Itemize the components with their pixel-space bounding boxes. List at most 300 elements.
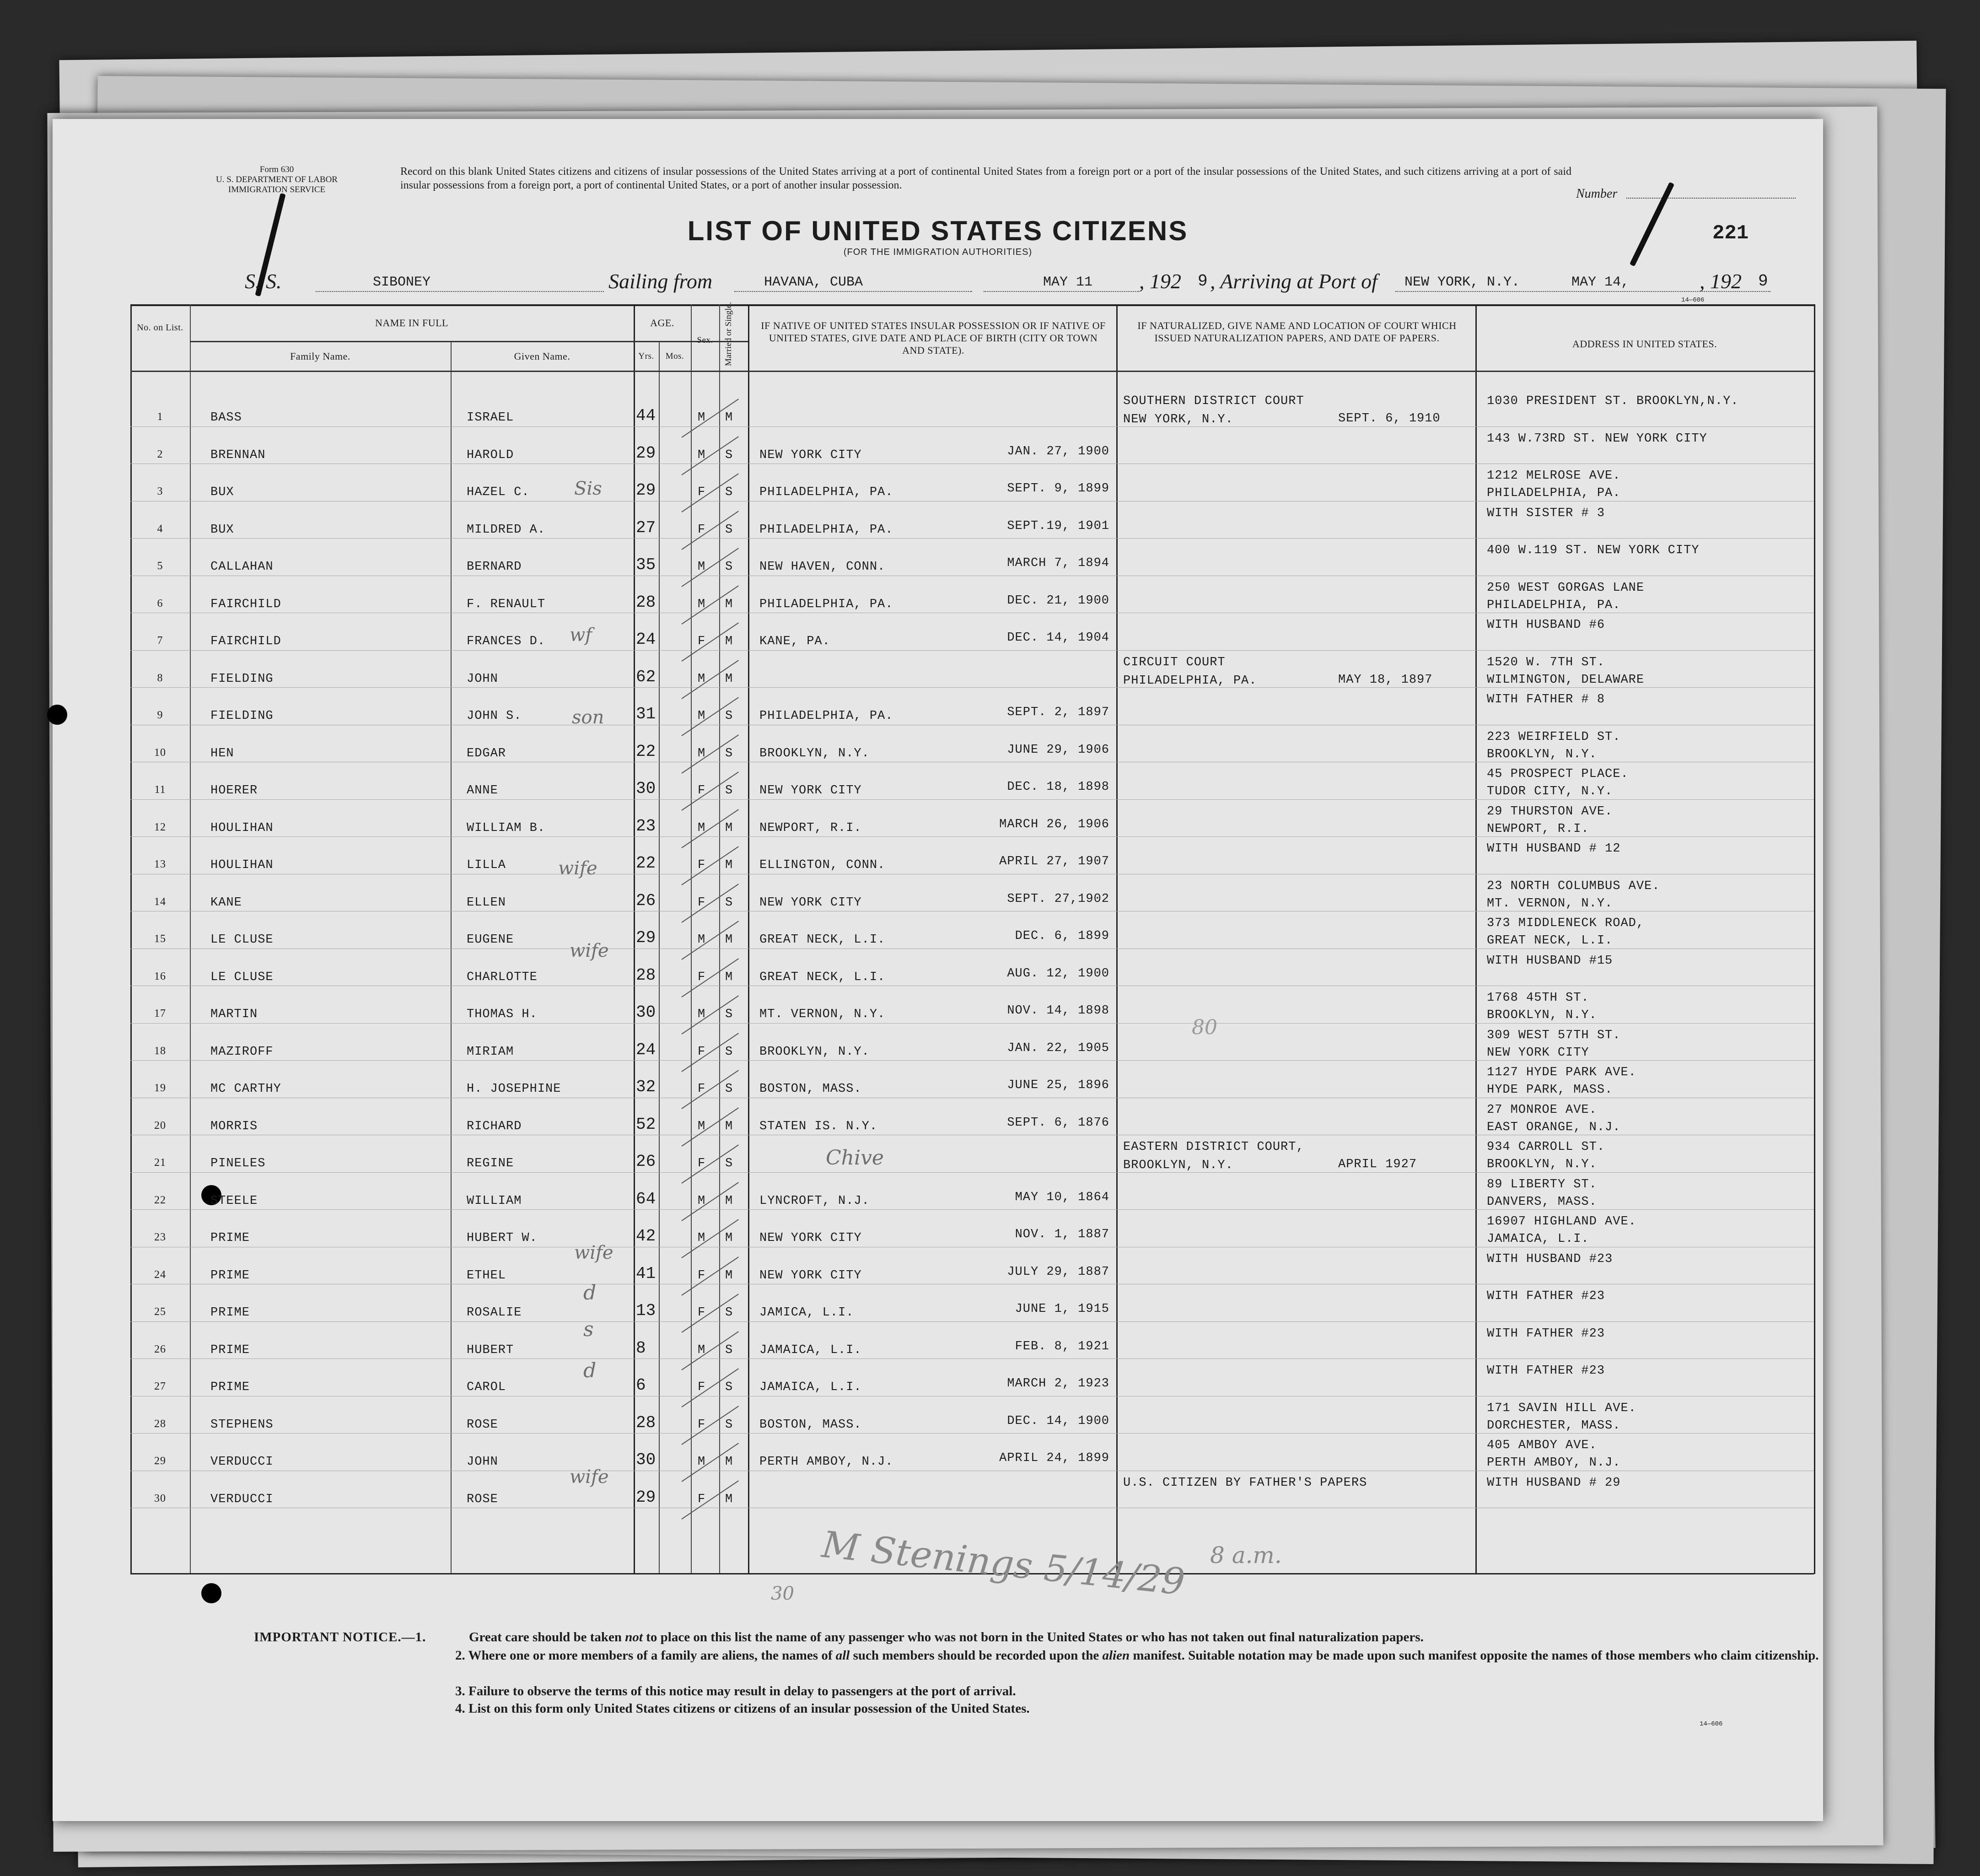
header-mos: Mos. xyxy=(665,351,684,361)
row-rule xyxy=(130,426,1814,427)
depart-date: MAY 11 xyxy=(1043,275,1093,290)
marital-status: M xyxy=(725,821,733,835)
sex: M xyxy=(698,597,706,611)
row-rule xyxy=(130,1321,1814,1322)
family-name: STEPHENS xyxy=(210,1418,274,1432)
given-name: ROSE xyxy=(467,1492,498,1506)
age-years: 29 xyxy=(636,1488,656,1507)
col-divider xyxy=(1475,304,1477,1574)
birth-date: DEC. 14, 1904 xyxy=(1007,631,1109,645)
address-line-2: WILMINGTON, DELAWARE xyxy=(1487,673,1645,687)
voyage-line xyxy=(53,269,1823,292)
row-rule xyxy=(130,650,1814,651)
naturalization-date: SEPT. 6, 1910 xyxy=(1338,412,1441,426)
marital-status: S xyxy=(725,560,733,574)
page-number: 221 xyxy=(1712,222,1749,245)
marital-status: S xyxy=(725,746,733,760)
birth-date: APRIL 24, 1899 xyxy=(999,1451,1109,1465)
sex: F xyxy=(698,1380,706,1394)
address-line-1: WITH FATHER #23 xyxy=(1487,1364,1605,1378)
family-name: FAIRCHILD xyxy=(210,597,281,611)
row-number: 3 xyxy=(157,485,163,497)
row-number: 26 xyxy=(154,1343,166,1355)
manifest-page xyxy=(53,119,1823,1821)
number-label: Number xyxy=(1576,187,1618,201)
birth-date: NOV. 1, 1887 xyxy=(1015,1228,1109,1241)
address-line-1: 1127 HYDE PARK AVE. xyxy=(1487,1066,1636,1079)
birth-date: DEC. 21, 1900 xyxy=(1007,593,1109,608)
age-years: 35 xyxy=(636,555,656,574)
marital-status: M xyxy=(725,858,733,872)
age-years: 26 xyxy=(636,1152,656,1171)
family-name: HOULIHAN xyxy=(210,821,274,835)
address-line-1: 250 WEST GORGAS LANE xyxy=(1487,581,1645,595)
birth-place: NEWPORT, R.I. xyxy=(759,821,862,835)
notice-item-2 xyxy=(455,1647,1828,1664)
given-name: MIRIAM xyxy=(467,1045,514,1059)
given-name: HAZEL C. xyxy=(467,485,530,499)
naturalization-date: APRIL 1927 xyxy=(1338,1158,1417,1171)
address-line-1: 1768 45TH ST. xyxy=(1487,991,1589,1005)
age-years: 62 xyxy=(636,667,656,686)
service-name: IMMIGRATION SERVICE xyxy=(228,185,326,194)
sex: F xyxy=(698,485,706,499)
marital-status: S xyxy=(725,895,733,910)
marital-status: S xyxy=(725,1306,733,1320)
family-name: MORRIS xyxy=(210,1119,258,1133)
row-rule xyxy=(130,1433,1814,1434)
family-name: PRIME xyxy=(210,1343,250,1357)
marital-status: S xyxy=(725,448,733,462)
naturalization-date: MAY 18, 1897 xyxy=(1338,673,1433,687)
family-name: MAZIROFF xyxy=(210,1045,274,1059)
given-name: ELLEN xyxy=(467,895,506,910)
age-years: 6 xyxy=(636,1376,646,1395)
age-years: 24 xyxy=(636,1040,656,1059)
relation-note: wife xyxy=(574,1242,613,1263)
birth-place: BROOKLYN, N.Y. xyxy=(759,746,870,760)
birth-date: APRIL 27, 1907 xyxy=(999,855,1109,868)
given-name: JOHN xyxy=(467,672,498,686)
address-line-2: PHILADELPHIA, PA. xyxy=(1487,598,1621,612)
punch-hole xyxy=(201,1583,221,1603)
address-line-1: 223 WEIRFIELD ST. xyxy=(1487,730,1621,744)
address-line-1: WITH HUSBAND #23 xyxy=(1487,1252,1613,1266)
sex: F xyxy=(698,1306,706,1320)
department-name: U. S. DEPARTMENT OF LABOR xyxy=(216,175,338,184)
from-port: HAVANA, CUBA xyxy=(764,275,863,290)
ship-line xyxy=(316,291,604,292)
col-divider xyxy=(1116,304,1118,1574)
form-identifier xyxy=(190,165,364,195)
row-number: 28 xyxy=(154,1418,166,1430)
family-name: MC CARTHY xyxy=(210,1082,281,1096)
age-years: 22 xyxy=(636,742,656,761)
marital-status: M xyxy=(725,1194,733,1208)
notice-text: 2. Where one or more members of a family are aliens, the names of xyxy=(455,1648,836,1663)
marital-status: S xyxy=(725,1418,733,1432)
given-name: MILDRED A. xyxy=(467,523,546,537)
birth-date: SEPT. 6, 1876 xyxy=(1007,1116,1109,1130)
marital-status: S xyxy=(725,485,733,499)
page-subtitle: (FOR THE IMMIGRATION AUTHORITIES) xyxy=(843,247,1033,257)
address-line-1: 1520 W. 7TH ST. xyxy=(1487,655,1605,669)
age-years: 28 xyxy=(636,593,656,612)
row-number: 17 xyxy=(154,1008,166,1019)
relation-note: d xyxy=(583,1359,597,1382)
family-name: LE CLUSE xyxy=(210,970,274,984)
naturalization-location: NEW YORK, N.Y. xyxy=(1123,413,1233,426)
marital-status: M xyxy=(725,970,733,984)
birth-date: JULY 29, 1887 xyxy=(1007,1265,1109,1279)
inspector-signature: M Stenings 5/14/29 xyxy=(820,1523,1187,1604)
birth-date: MARCH 2, 1923 xyxy=(1007,1377,1109,1391)
row-number: 4 xyxy=(157,523,163,535)
relation-note: Sis xyxy=(574,478,602,499)
sex: F xyxy=(698,1492,706,1506)
given-name: CAROL xyxy=(467,1380,506,1394)
col-divider xyxy=(451,341,452,1574)
col-divider xyxy=(719,304,720,1574)
col-divider xyxy=(691,304,692,1574)
given-name: ROSE xyxy=(467,1418,498,1432)
sex: M xyxy=(698,1119,706,1133)
sex: F xyxy=(698,895,706,910)
notice-text: manifest. Suitable notation may be made upon such manifest opposite the names of those members who claim citizenship. xyxy=(1130,1648,1819,1663)
address-line-1: 171 SAVIN HILL AVE. xyxy=(1487,1401,1636,1415)
form-code: 14—606 xyxy=(1700,1720,1723,1728)
sex: M xyxy=(698,448,706,462)
given-name: WILLIAM xyxy=(467,1194,522,1208)
row-number: 9 xyxy=(157,709,163,721)
age-years: 32 xyxy=(636,1078,656,1096)
ss-label: S. S. xyxy=(245,270,282,293)
row-rule xyxy=(130,1023,1814,1024)
family-name: HOERER xyxy=(210,784,258,798)
family-name: BUX xyxy=(210,485,234,499)
arrival-year-digit: 9 xyxy=(1758,272,1768,291)
row-number: 14 xyxy=(154,895,166,908)
birth-place: JAMAICA, L.I. xyxy=(759,1343,862,1357)
age-years: 24 xyxy=(636,630,656,649)
given-name: EUGENE xyxy=(467,933,514,947)
sex: F xyxy=(698,784,706,798)
address-line-1: WITH HUSBAND #6 xyxy=(1487,618,1605,632)
age-years: 29 xyxy=(636,928,656,947)
address-line-2: NEW YORK CITY xyxy=(1487,1046,1589,1060)
birth-place: BOSTON, MASS. xyxy=(759,1418,862,1432)
address-line-2: BROOKLYN, N.Y. xyxy=(1487,747,1597,761)
age-years: 30 xyxy=(636,779,656,798)
sex: F xyxy=(698,523,706,537)
notice-text: Great care should be taken xyxy=(469,1630,625,1644)
address-line-2: NEWPORT, R.I. xyxy=(1487,822,1589,836)
header-bottom xyxy=(130,371,1814,372)
address-line-2: BROOKLYN, N.Y. xyxy=(1487,1008,1597,1022)
birth-place: BOSTON, MASS. xyxy=(759,1082,862,1096)
family-name: VERDUCCI xyxy=(210,1492,274,1506)
given-name: F. RENAULT xyxy=(467,597,546,611)
marital-status: M xyxy=(725,1119,733,1133)
relation-note: wife xyxy=(558,858,597,879)
address-line-2: PHILADELPHIA, PA. xyxy=(1487,486,1621,500)
birth-place: STATEN IS. N.Y. xyxy=(759,1119,878,1133)
depart-year-prefix: , 192 xyxy=(1139,270,1181,293)
marital-status: S xyxy=(725,1380,733,1394)
header-no: No. on List. xyxy=(137,323,183,333)
address-line-1: 23 NORTH COLUMBUS AVE. xyxy=(1487,879,1660,893)
age-years: 8 xyxy=(636,1338,646,1358)
naturalization-location: PHILADELPHIA, PA. xyxy=(1123,674,1257,688)
relation-note: son xyxy=(572,707,604,728)
marital-status: S xyxy=(725,1008,733,1021)
given-name: THOMAS H. xyxy=(467,1008,538,1021)
family-name: PRIME xyxy=(210,1306,250,1320)
birth-date: MAY 10, 1864 xyxy=(1015,1190,1109,1204)
address-line-1: WITH HUSBAND #15 xyxy=(1487,954,1613,968)
sex: F xyxy=(698,858,706,872)
table-top-border xyxy=(130,304,1814,306)
row-rule xyxy=(130,687,1814,688)
family-name: HEN xyxy=(210,746,234,760)
sex: M xyxy=(698,746,706,760)
age-years: 31 xyxy=(636,705,656,723)
given-name: H. JOSEPHINE xyxy=(467,1082,561,1096)
given-name: WILLIAM B. xyxy=(467,821,546,835)
family-name: BASS xyxy=(210,411,242,425)
birth-place: NEW YORK CITY xyxy=(759,1268,862,1283)
sex: M xyxy=(698,1008,706,1021)
address-line-1: 45 PROSPECT PLACE. xyxy=(1487,767,1629,781)
sex: F xyxy=(698,1418,706,1432)
sailing-label: Sailing from xyxy=(608,270,713,293)
address-line-2: TUDOR CITY, N.Y. xyxy=(1487,785,1613,798)
naturalization-court: EASTERN DISTRICT COURT, xyxy=(1123,1140,1304,1154)
given-name: ETHEL xyxy=(467,1268,506,1283)
birth-date: SEPT. 9, 1899 xyxy=(1007,482,1109,496)
header-divider xyxy=(190,341,748,342)
header-sex: Sex. xyxy=(697,335,713,345)
marital-status: S xyxy=(725,784,733,798)
marital-status: M xyxy=(725,1268,733,1283)
age-years: 44 xyxy=(636,406,656,425)
address-line-2: DORCHESTER, MASS. xyxy=(1487,1418,1621,1433)
birth-date: SEPT. 27,1902 xyxy=(1007,892,1109,906)
birth-place: MT. VERNON, N.Y. xyxy=(759,1008,886,1021)
birth-place: ELLINGTON, CONN. xyxy=(759,858,886,872)
given-name: JOHN xyxy=(467,1455,498,1469)
family-name: PRIME xyxy=(210,1231,250,1245)
given-name: HUBERT xyxy=(467,1343,514,1357)
relation-note: wf xyxy=(570,625,592,646)
family-name: KANE xyxy=(210,895,242,910)
address-line-1: WITH HUSBAND # 12 xyxy=(1487,842,1621,856)
given-name: HUBERT W. xyxy=(467,1231,538,1245)
sex: M xyxy=(698,1194,706,1208)
birth-place: PHILADELPHIA, PA. xyxy=(759,523,893,537)
address-line-1: 89 LIBERTY ST. xyxy=(1487,1177,1597,1191)
row-rule xyxy=(130,538,1814,539)
age-years: 30 xyxy=(636,1450,656,1469)
address-line-2: HYDE PARK, MASS. xyxy=(1487,1083,1613,1097)
marital-status: S xyxy=(725,1157,733,1170)
sex: F xyxy=(698,1082,706,1096)
address-line-1: WITH HUSBAND # 29 xyxy=(1487,1476,1621,1490)
col-divider xyxy=(634,304,635,1574)
birth-date: MARCH 26, 1906 xyxy=(999,817,1109,831)
notice-item-3: 3. Failure to observe the terms of this notice may result in delay to passengers at the port of arrival. xyxy=(455,1684,1016,1698)
marital-status: M xyxy=(725,411,733,425)
number-line xyxy=(1626,198,1796,199)
family-name: HOULIHAN xyxy=(210,858,274,872)
given-name: ROSALIE xyxy=(467,1306,522,1320)
address-line-1: 934 CARROLL ST. xyxy=(1487,1140,1605,1154)
given-name: REGINE xyxy=(467,1157,514,1170)
row-number: 29 xyxy=(154,1455,166,1467)
age-years: 27 xyxy=(636,518,656,537)
notice-text: to place on this list the name of any passenger who was not born in the United States or who has not taken out final naturalization papers. xyxy=(642,1630,1424,1644)
relation-note: wife xyxy=(570,940,609,961)
sex: F xyxy=(698,970,706,984)
address-line-2: DANVERS, MASS. xyxy=(1487,1195,1597,1209)
marital-status: S xyxy=(725,523,733,537)
address-line-2: EAST ORANGE, N.J. xyxy=(1487,1120,1621,1134)
inspection-time: 8 a.m. xyxy=(1210,1542,1282,1569)
row-number: 15 xyxy=(154,933,166,945)
notice-emphasis: all xyxy=(835,1648,850,1663)
age-years: 30 xyxy=(636,1003,656,1022)
birth-place: PERTH AMBOY, N.J. xyxy=(759,1455,893,1469)
notice-text: such members should be recorded upon the xyxy=(850,1648,1103,1663)
given-name: BERNARD xyxy=(467,560,522,574)
depart-year-digit: 9 xyxy=(1198,272,1208,291)
family-name: BUX xyxy=(210,523,234,537)
birth-date: AUG. 12, 1900 xyxy=(1007,966,1109,981)
marital-status: S xyxy=(725,709,733,723)
birth-date: SEPT.19, 1901 xyxy=(1007,519,1109,533)
birth-place: KANE, PA. xyxy=(759,635,830,648)
given-name: RICHARD xyxy=(467,1119,522,1133)
age-years: 42 xyxy=(636,1227,656,1245)
arrival-date: MAY 14, xyxy=(1571,275,1630,290)
sex: M xyxy=(698,411,706,425)
naturalization-court: CIRCUIT COURT xyxy=(1123,655,1226,669)
marital-status: M xyxy=(725,635,733,648)
record-instructions: Record on this blank United States citizens and citizens of insular possessions of the United States arriving at a port of continental United States from a foreign port or a port of the insular possessions of the United States, and such citizens arriving at a port of said insular possessions from a foreign port, a port of continental United States, or a port of another insular possession. xyxy=(400,166,1571,191)
birth-place: GREAT NECK, L.I. xyxy=(759,970,886,984)
family-name: CALLAHAN xyxy=(210,560,274,574)
row-number: 10 xyxy=(154,746,166,759)
age-years: 64 xyxy=(636,1189,656,1208)
marital-status: M xyxy=(725,1492,733,1506)
ship-name: SIBONEY xyxy=(373,275,431,290)
given-name: JOHN S. xyxy=(467,709,522,723)
address-line-1: 1212 MELROSE AVE. xyxy=(1487,469,1621,483)
header-given: Given Name. xyxy=(514,350,570,362)
family-name: MARTIN xyxy=(210,1008,258,1021)
sex: F xyxy=(698,1045,706,1059)
from-line xyxy=(734,291,972,292)
row-rule xyxy=(130,1209,1814,1210)
age-years: 28 xyxy=(636,965,656,985)
family-name: LE CLUSE xyxy=(210,933,274,947)
address-line-1: WITH FATHER # 8 xyxy=(1487,693,1605,706)
given-name: CHARLOTTE xyxy=(467,970,538,984)
marital-status: S xyxy=(725,1343,733,1357)
row-rule xyxy=(130,1358,1814,1359)
relation-note: wife xyxy=(570,1466,609,1488)
header-name-group: NAME IN FULL xyxy=(375,317,448,329)
family-name: PRIME xyxy=(210,1268,250,1283)
address-line-2: GREAT NECK, L.I. xyxy=(1487,934,1613,948)
birth-place: JAMAICA, L.I. xyxy=(759,1380,862,1394)
notice-item-1 xyxy=(469,1629,1823,1646)
relation-note: s xyxy=(583,1318,594,1341)
header-married: Married or Single. xyxy=(724,302,733,366)
family-name: STEELE xyxy=(210,1194,258,1208)
row-number: 11 xyxy=(154,784,166,796)
row-number: 19 xyxy=(154,1082,166,1094)
birth-date: JUNE 29, 1906 xyxy=(1007,743,1109,757)
marital-status: M xyxy=(725,1455,733,1469)
sex: M xyxy=(698,1231,706,1245)
birth-place: JAMICA, L.I. xyxy=(759,1306,854,1320)
col-divider xyxy=(748,304,749,1574)
birth-date: JAN. 22, 1905 xyxy=(1007,1041,1109,1055)
sex: F xyxy=(698,1157,706,1170)
notice-emphasis: alien xyxy=(1102,1648,1130,1663)
row-rule xyxy=(130,836,1814,837)
sex: M xyxy=(698,1455,706,1469)
sex: M xyxy=(698,821,706,835)
row-number: 12 xyxy=(154,821,166,833)
birth-place: NEW HAVEN, CONN. xyxy=(759,560,886,574)
row-number: 1 xyxy=(157,411,163,423)
given-name: EDGAR xyxy=(467,746,506,760)
address-line-2: PERTH AMBOY, N.J. xyxy=(1487,1456,1621,1470)
form-code: 14—606 xyxy=(1681,296,1705,304)
age-years: 22 xyxy=(636,854,656,873)
sex: F xyxy=(698,1268,706,1283)
header-birth: IF NATIVE OF UNITED STATES INSULAR POSSESSION OR IF NATIVE OF UNITED STATES, GIVE DATE AND PLACE OF BIRTH (CITY OR TOWN AND STATE). xyxy=(761,320,1106,356)
family-name: BRENNAN xyxy=(210,448,266,462)
header-naturalized: IF NATURALIZED, GIVE NAME AND LOCATION OF COURT WHICH ISSUED NATURALIZATION PAPERS, AND DATE OF PAPERS. xyxy=(1137,320,1457,344)
address-line-1: 373 MIDDLENECK ROAD, xyxy=(1487,916,1645,930)
row-rule xyxy=(130,1172,1814,1173)
age-years: 29 xyxy=(636,481,656,500)
given-name: HAROLD xyxy=(467,448,514,462)
row-number: 6 xyxy=(157,597,163,609)
birth-date: DEC. 14, 1900 xyxy=(1007,1414,1109,1428)
naturalization-location: BROOKLYN, N.Y. xyxy=(1123,1159,1233,1172)
address-line-1: 27 MONROE AVE. xyxy=(1487,1103,1597,1117)
sex: M xyxy=(698,560,706,574)
marital-status: S xyxy=(725,1082,733,1096)
col-divider xyxy=(190,304,191,1574)
date-line xyxy=(984,291,1139,292)
relation-note: d xyxy=(583,1281,597,1305)
relation-note: Chive xyxy=(826,1146,884,1170)
birth-date: JUNE 25, 1896 xyxy=(1007,1078,1109,1092)
row-number: 2 xyxy=(157,448,163,460)
birth-date: JUNE 1, 1915 xyxy=(1015,1302,1109,1316)
family-name: FIELDING xyxy=(210,672,274,686)
marital-status: M xyxy=(725,597,733,611)
row-number: 20 xyxy=(154,1119,166,1132)
birth-date: NOV. 14, 1898 xyxy=(1007,1004,1109,1018)
address-line-2: MT. VERNON, N.Y. xyxy=(1487,896,1613,911)
address-line-1: 309 WEST 57TH ST. xyxy=(1487,1028,1621,1042)
